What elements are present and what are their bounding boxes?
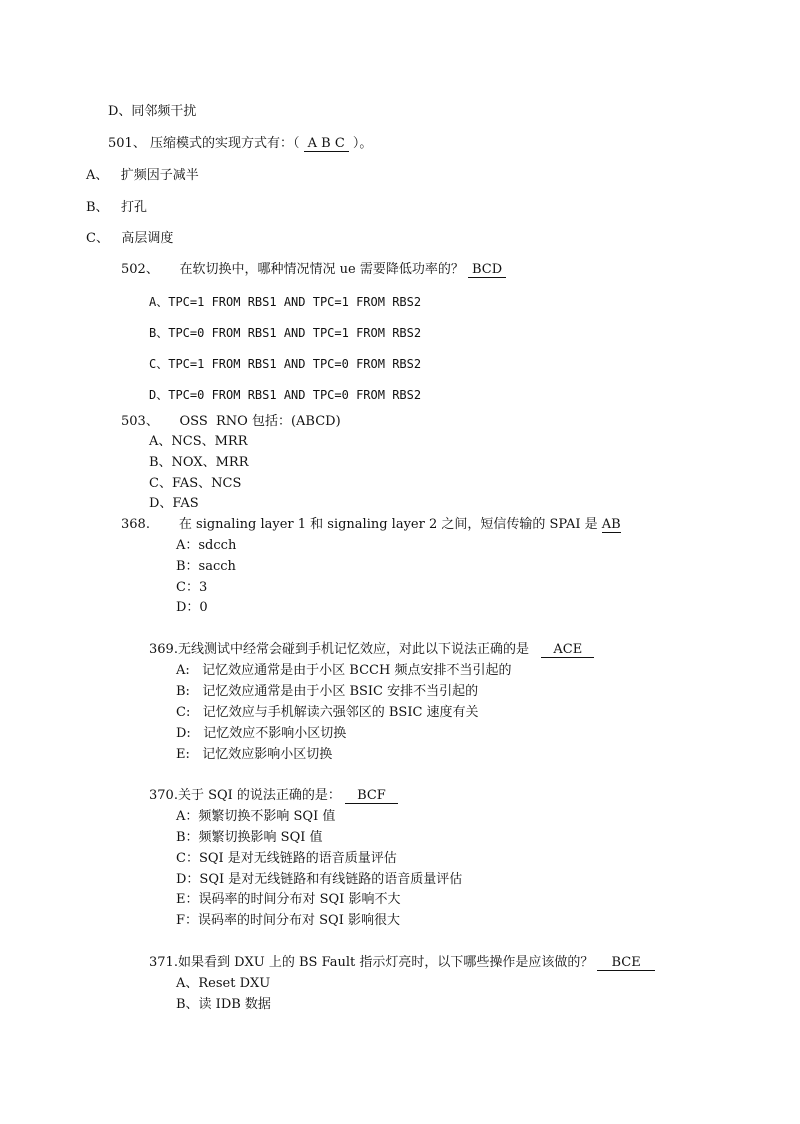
q500-option-d: D、同邻频干扰	[108, 104, 197, 119]
q371-text: 371.如果看到 DXU 上的 BS Fault 指示灯亮时，以下哪些操作是应该做的？	[149, 955, 594, 970]
q503-option-b: B、NOX、MRR	[149, 455, 249, 470]
q502-number: 502、	[121, 262, 159, 277]
q502-option-c: C、TPC=1 FROM RBS1 AND TPC=0 FROM RBS2	[149, 357, 422, 371]
q370-option-f: F：误码率的时间分布对 SQI 影响很大	[176, 913, 400, 928]
q369-option-d: D: 记忆效应不影响小区切换	[176, 726, 347, 741]
q369-option-e: E: 记忆效应影响小区切换	[176, 747, 333, 762]
q370-text: 370.关于 SQI 的说法正确的是：	[149, 788, 341, 803]
q503-option-a: A、NCS、MRR	[149, 434, 248, 449]
q502-answer: BCD	[468, 263, 506, 278]
q368-option-b: B：sacch	[176, 559, 236, 574]
q370-option-c: C：SQI 是对无线链路的语音质量评估	[176, 851, 397, 866]
q501-text: 压缩模式的实现方式有：（	[149, 136, 300, 151]
q501-option-a	[86, 168, 199, 184]
q503-option-d: D、FAS	[149, 496, 199, 511]
q371-option-a: A、Reset DXU	[176, 976, 271, 991]
q369-option-b: B: 记忆效应通常是由于小区 BSIC 安排不当引起的	[176, 684, 479, 699]
q501-option-a-letter: A、	[86, 168, 109, 183]
q371-option-b: B、读 IDB 数据	[176, 997, 271, 1012]
q368-answer: AB	[601, 517, 621, 532]
q368-number: 368.	[121, 517, 150, 532]
q501-option-c	[86, 231, 173, 247]
q503-question	[121, 414, 341, 430]
q502-question	[121, 262, 506, 278]
q368-text: 在 signaling layer 1 和 signaling layer 2 之间，短信传输的 SPAI 是	[178, 517, 598, 532]
q368-option-c: C：3	[176, 580, 208, 595]
q502-option-b: B、TPC=0 FROM RBS1 AND TPC=1 FROM RBS2	[149, 326, 422, 340]
q502-option-a: A、TPC=1 FROM RBS1 AND TPC=1 FROM RBS2	[149, 295, 422, 309]
q369-option-a: A: 记忆效应通常是由于小区 BCCH 频点安排不当引起的	[176, 663, 512, 678]
q371-answer: BCE	[597, 956, 654, 971]
q501-answer: A B C	[304, 137, 349, 152]
q501-option-b-text: 打孔	[120, 200, 147, 215]
q370-question	[149, 788, 398, 804]
q369-option-c: C: 记忆效应与手机解读六强邻区的 BSIC 速度有关	[176, 705, 479, 720]
q370-answer: BCF	[345, 789, 398, 804]
q370-option-d: D：SQI 是对无线链路和有线链路的语音质量评估	[176, 872, 463, 887]
q501-option-b-letter: B、	[86, 200, 109, 215]
q501-suffix: ）。	[352, 136, 373, 151]
q501-option-b	[86, 200, 147, 216]
q502-option-d: D、TPC=0 FROM RBS1 AND TPC=0 FROM RBS2	[149, 388, 422, 402]
q368-option-d: D：0	[176, 600, 208, 615]
q501-question	[108, 136, 372, 152]
q371-question	[149, 955, 655, 971]
q368-option-a: A：sdcch	[176, 538, 237, 553]
q501-option-c-text: 高层调度	[121, 231, 174, 246]
q369-text: 369.无线测试中经常会碰到手机记忆效应，对此以下说法正确的是	[149, 642, 529, 657]
q502-text: 在软切换中，哪种情况情况 ue 需要降低功率的？	[179, 262, 464, 277]
q370-option-b: B：频繁切换影响 SQI 值	[176, 830, 323, 845]
q370-option-a: A：频繁切换不影响 SQI 值	[176, 809, 336, 824]
q501-option-a-text: 扩频因子减半	[120, 168, 199, 183]
q503-number: 503、	[121, 414, 159, 429]
q369-question	[149, 642, 594, 658]
q501-number: 501、	[108, 136, 146, 151]
q503-text: OSS RNO 包括：(ABCD)	[179, 414, 341, 429]
q368-question	[121, 517, 621, 533]
q370-option-e: E：误码率的时间分布对 SQI 影响不大	[176, 892, 401, 907]
q503-option-c: C、FAS、NCS	[149, 476, 242, 491]
q501-option-c-letter: C、	[86, 231, 109, 246]
q369-answer: ACE	[541, 643, 594, 658]
